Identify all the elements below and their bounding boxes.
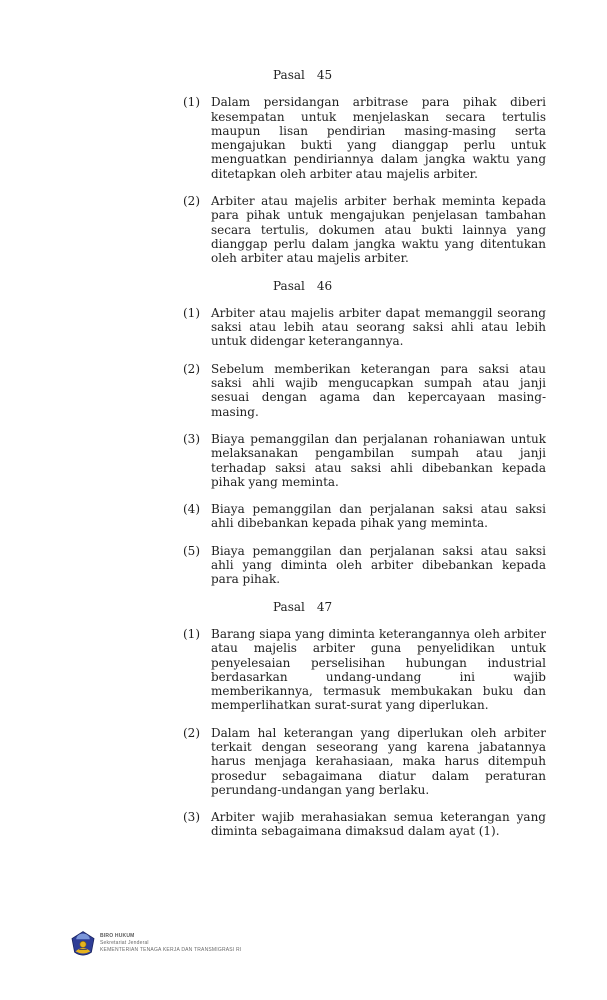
page-footer <box>71 931 241 958</box>
heading-number: 45 <box>316 68 333 82</box>
document-content <box>183 68 546 852</box>
article-item <box>183 95 546 181</box>
heading-word: Pasal <box>273 599 305 614</box>
ministry-emblem-icon <box>71 931 95 958</box>
article-item <box>183 726 546 797</box>
heading-number: 46 <box>316 278 333 293</box>
item-text: Dalam hal keterangan yang diperlukan oleh arbiter terkait dengan seseorang yang karena jabatannya harus menjaga kerahasiaan, maka harus ditempuh prosedur sebagaimana diatur dalam peraturan perundang-undangan yang berlaku. <box>211 725 546 797</box>
item-number: (3) <box>183 810 200 825</box>
item-number: (2) <box>183 725 200 740</box>
item-text: Dalam persidangan arbitrase para pihak diberi kesempatan untuk menjelaskan secara tertulis maupun lisan pendirian masing-masing serta mengajukan bukti yang dianggap perlu untuk menguatkan pendiriannya dalam jangka waktu yang ditetapkan oleh arbiter atau majelis arbiter. <box>211 95 546 181</box>
heading-number: 47 <box>316 599 333 614</box>
article-item <box>183 544 546 587</box>
item-text: Biaya pemanggilan dan perjalanan rohaniawan untuk melaksanakan pengambilan sumpah atau janji terhadap saksi atau saksi ahli dibebankan kepada pihak yang meminta. <box>211 431 546 489</box>
item-number: (1) <box>183 305 200 320</box>
heading-word: Pasal <box>273 278 305 293</box>
article-item <box>183 502 546 531</box>
item-number: (1) <box>183 626 200 641</box>
footer-org-block <box>100 933 241 954</box>
item-number: (3) <box>183 431 200 446</box>
section-pasal-45 <box>183 68 546 266</box>
footer-bureau-name: BIRO HUKUM <box>100 933 135 939</box>
item-number: (5) <box>183 543 200 558</box>
item-number: (2) <box>183 194 200 209</box>
article-item <box>183 194 546 265</box>
section-heading <box>273 279 546 293</box>
article-item <box>183 306 546 349</box>
heading-word: Pasal <box>273 68 305 82</box>
item-number: (4) <box>183 502 200 517</box>
item-number: (1) <box>183 95 200 110</box>
item-text: Arbiter atau majelis arbiter berhak meminta kepada para pihak untuk mengajukan penjelasan tambahan secara tertulis, dokumen atau bukti lainnya yang dianggap perlu dalam jangka waktu yang ditentukan oleh arbiter atau majelis arbiter. <box>211 194 546 266</box>
article-item <box>183 810 546 839</box>
article-item <box>183 362 546 419</box>
article-item <box>183 627 546 713</box>
section-heading <box>273 68 546 82</box>
footer-secretariat-name: Sekretariat Jenderal <box>100 940 149 946</box>
section-pasal-46 <box>183 279 546 587</box>
article-item <box>183 432 546 489</box>
section-pasal-47 <box>183 600 546 839</box>
item-text: Sebelum memberikan keterangan para saksi atau saksi ahli wajib mengucapkan sumpah atau janji sesuai dengan agama dan kepercayaan masing-masing. <box>211 361 546 419</box>
section-heading <box>273 600 546 614</box>
item-text: Arbiter wajib merahasiakan semua keterangan yang diminta sebagaimana dimaksud dalam ayat (1). <box>211 810 546 839</box>
item-number: (2) <box>183 361 200 376</box>
footer-ministry-name: KEMENTERIAN TENAGA KERJA DAN TRANSMIGRASI RI <box>100 947 242 953</box>
item-text: Biaya pemanggilan dan perjalanan saksi atau saksi ahli dibebankan kepada pihak yang meminta. <box>211 502 546 531</box>
item-text: Arbiter atau majelis arbiter dapat memanggil seorang saksi atau lebih atau seorang saksi ahli atau lebih untuk didengar keterangannya. <box>211 305 546 349</box>
item-text: Biaya pemanggilan dan perjalanan saksi atau saksi ahli yang diminta oleh arbiter dibebankan kepada para pihak. <box>211 543 546 587</box>
item-text: Barang siapa yang diminta keterangannya oleh arbiter atau majelis arbiter guna penyelidikan untuk penyelesaian perselisihan hubungan industrial berdasarkan undang-undang ini wajib memberikannya, termasuk membukakan buku dan memperlihatkan surat-surat yang diperlukan. <box>211 626 546 713</box>
